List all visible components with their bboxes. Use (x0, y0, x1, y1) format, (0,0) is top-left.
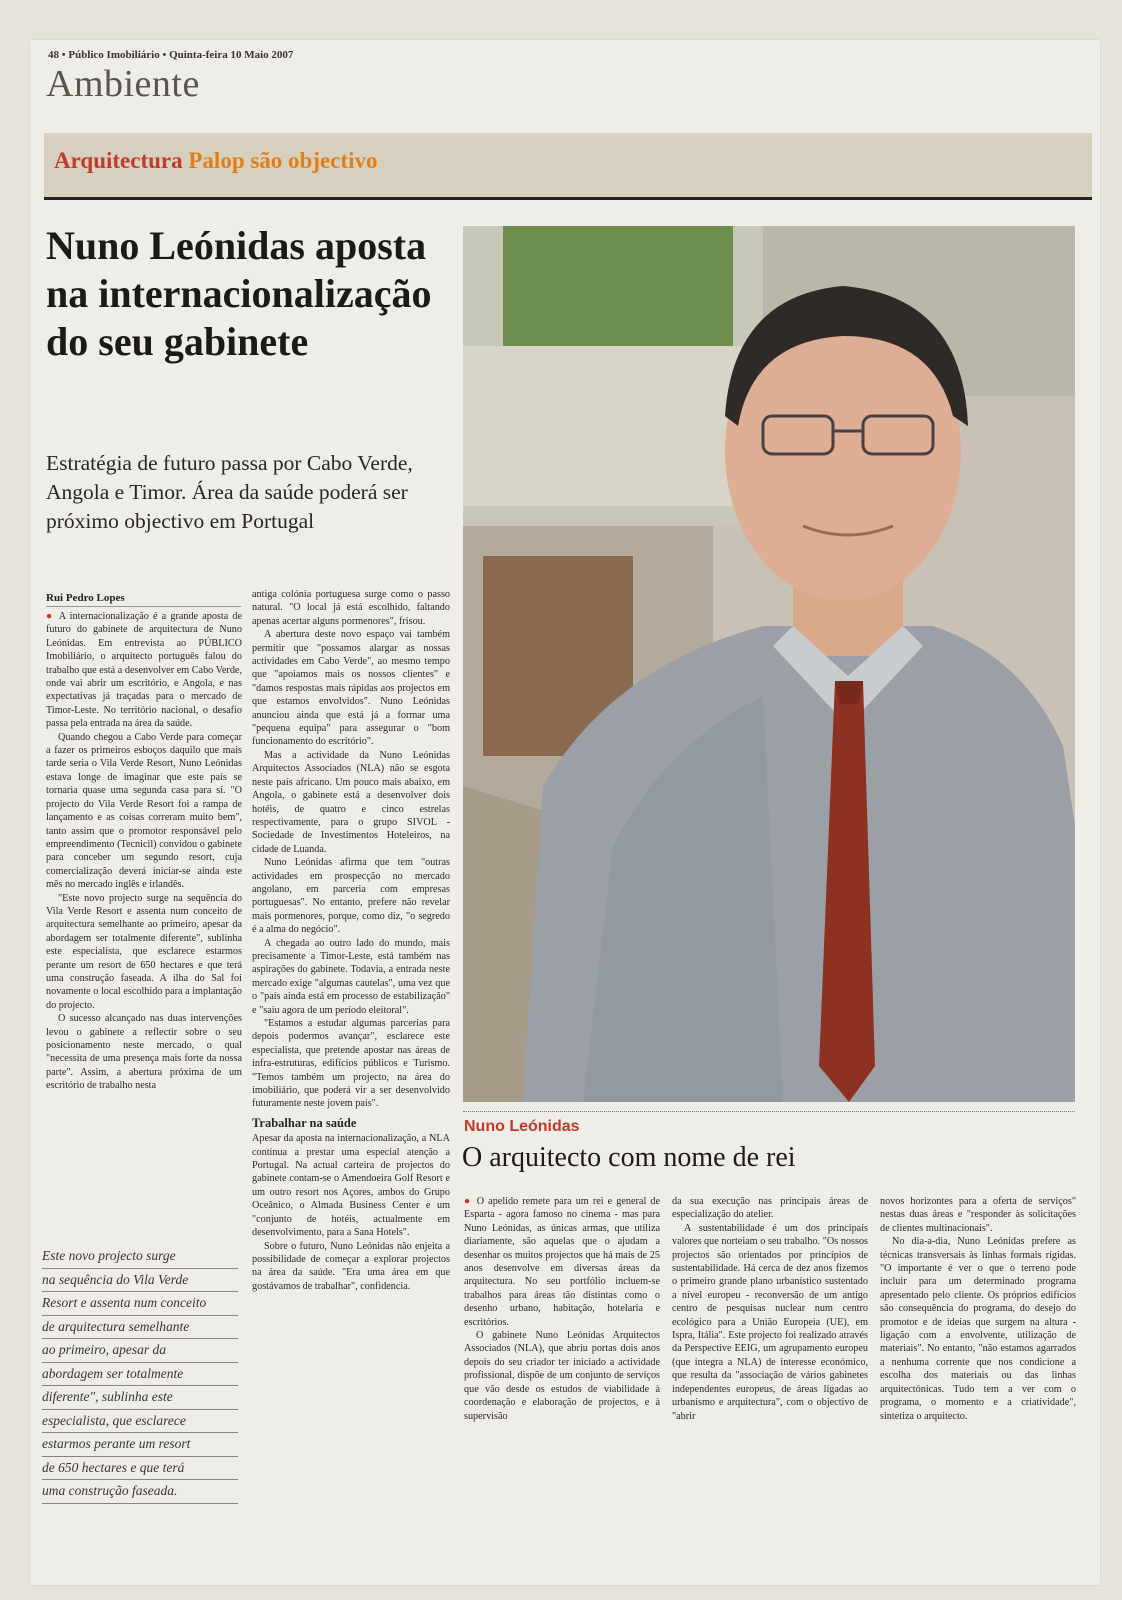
paragraph: da sua execução nas principais áreas de especialização do atelier. (672, 1196, 868, 1221)
kicker (54, 148, 377, 174)
pull-quote-line: ao primeiro, apesar da (42, 1339, 238, 1363)
pull-quote (42, 1245, 238, 1504)
paragraph: Sobre o futuro, Nuno Leónidas não enjeita a possibilidade de começar a explorar projectos na área da saúde. "Era uma área em que gostávamos de trabalhar", confidencia. (252, 1240, 450, 1292)
headline: Nuno Leónidas aposta na internacionalização do seu gabinete (46, 223, 432, 364)
pull-quote-line: estarmos perante um resort (42, 1433, 238, 1457)
box-title: O arquitecto com nome de rei (462, 1142, 796, 1173)
section-title: Ambiente (46, 63, 200, 105)
running-head: 48 • Público Imobiliário • Quinta-feira 10 Maio 2007 (48, 49, 294, 61)
pull-quote-line: Resort e assenta num conceito (42, 1292, 238, 1316)
paragraph: O sucesso alcançado nas duas intervenções levou o gabinete a reflectir sobre o seu posicionamento neste mercado, o qual "necessita de uma presença mais forte da nossa parte". Assim, a abertura próxima de um escritório de trabalho nesta (46, 1013, 242, 1092)
pull-quote-line: de arquitectura semelhante (42, 1316, 238, 1340)
pull-quote-line: abordagem ser totalmente (42, 1363, 238, 1387)
paragraph: "Estamos a estudar algumas parcerias para depois podermos avançar", esclarece este especialista, que pretende apostar nas áreas de infra-estruturas, edifícios públicos e Turismo. "Temos também um projecto, na área do imobiliário, que poderá vir a ser desenvolvido futuramente neste jovem país". (252, 1018, 450, 1110)
pull-quote-line: Este novo projecto surge (42, 1245, 238, 1269)
article-column-1 (46, 610, 242, 1093)
paragraph: Apesar da aposta na internacionalização, a NLA continua a prestar uma especial atenção a Portugal. Na actual carteira de projectos do gabinete contam-se o Amendoeira Golf Resort e um outro resort nos Açores, ambos do Grupo Oceânico, o Almada Business Center e um "conjunto de hotéis, actualmente em desenvolvimento, para a Sana Hotels". (252, 1133, 450, 1239)
kicker-topic: Arquitectura (54, 148, 183, 173)
subheading: Trabalhar na saúde (252, 1115, 357, 1130)
paragraph: "Este novo projecto surge na sequência do Vila Verde Resort e assenta num conceito de arquitectura semelhante ao primeiro, apesar da abordagem ser totalmente diferente", sublinha este especialista, que esclarece estarmos perante um resort de 650 hectares e que terá uma construção faseada. A ilha do Sal foi novamente o local escolhido para a implantação do projecto. (46, 892, 242, 1011)
divider (463, 1111, 1075, 1112)
pull-quote-line: de 650 hectares e que terá (42, 1457, 238, 1481)
kicker-subtopic: Palop são objectivo (188, 148, 378, 173)
box-column-1 (464, 1195, 660, 1423)
standfirst: Estratégia de futuro passa por Cabo Verde, Angola e Timor. Área da saúde poderá ser próximo objectivo em Portugal (46, 451, 413, 533)
paragraph: Quando chegou a Cabo Verde para começar a fazer os primeiros esboços daquilo que mais tarde seria o Vila Verde Resort, Nuno Leónidas estava longe de imaginar que este país se tornaria quase uma segunda casa para si. "O projecto do Vila Verde Resort foi a rampa de lançamento e as coisas correram muito bem", tanto assim que o promotor responsável pelo empreendimento (Tecnicil) convidou o gabinete para conceber um segundo resort, cuja comercialização deverá iniciar-se ainda este mês no mercado inglês e irlandês. (46, 731, 242, 891)
kicker-bar (44, 133, 1092, 200)
paragraph: A chegada ao outro lado do mundo, mais precisamente a Timor-Leste, está também nas aspirações do gabinete. Todavia, a entrada neste mercado exige "algumas cautelas", uma vez que o "país ainda está em processo de estabilização" e "saiu agora de um período eleitoral". (252, 937, 450, 1016)
byline: Rui Pedro Lopes (46, 592, 241, 607)
box-kicker: Nuno Leónidas (464, 1118, 580, 1135)
newspaper-page (30, 40, 1100, 1585)
paragraph: No dia-a-dia, Nuno Leónidas prefere as técnicas transversais às linhas formais rígidas. "O importante é ver o que o terreno pode incluir para um determinado programa apresentado pelo cliente. Os próprios edifícios são consequência do programa, do desejo do promotor e de ideias que surgem na altura - ligação com a envolvente, utilização de materiais". No entanto, "não estamos agarrados a nenhuma corrente que nos condicione a escolha dos materiais ou das linhas arquitectónicas. Tudo tem a ver com o programa, o momento e a criatividade", sintetiza o arquitecto. (880, 1236, 1076, 1422)
portrait-illustration (463, 226, 1075, 1102)
paragraph: O gabinete Nuno Leónidas Arquitectos Associados (NLA), que abriu portas dois anos depois do seu criador ter iniciado a actividade profissional, dispõe de um conjunto de serviços que vão desde os estudos de viabilidade à coordenação e elaboração de projectos, e à supervisão (464, 1330, 660, 1422)
paragraph: ● O apelido remete para um rei e general de Esparta - agora famoso no cinema - mas para Nuno Leónidas, as únicas armas, que utiliza diariamente, são aquelas que o ajudam a desenhar os muitos projectos que há mais de 25 anos desenvolve em diversas áreas da arquitectura. No seu portfólio incluem-se trabalhos para áreas tão distintas como o desenho urbano, habitação, hotelaria e escritórios. (464, 1195, 660, 1329)
paragraph: A sustentabilidade é um dos principais valores que norteiam o seu trabalho. "Os nossos projectos são orientados por princípios de sustentabilidade. Há cerca de dez anos fizemos o primeiro grande plano urbanístico sustentado a nível europeu - reconversão de um antigo centro de pesquisas nuclear num centro ecológico para a União Europeia (UE), em Ispra, Itália". Este projecto foi realizado através da Perspective EEIG, um agrupamento europeu (que integra a NLA) de interesse económico, que resulta da "associação de vários gabinetes independentes europeus, de áreas ligadas ao urbanismo e arquitectura", com o objectivo de "abrir (672, 1222, 868, 1422)
paragraph: ● A internacionalização é a grande aposta de futuro do gabinete de arquitectura de Nuno Leónidas. Em entrevista ao PÚBLICO Imobiliário, o arquitecto português falou do trabalho que está a desenvolver em Cabo Verde, onde vai abrir um escritório, e Angola, e nas expectativas já traçadas para o mercado de Timor-Leste. No território nacional, o desafio passa pela entrada na área da saúde. (46, 610, 242, 731)
article-column-2 (252, 588, 450, 1293)
pull-quote-line: na sequência do Vila Verde (42, 1269, 238, 1293)
box-column-3 (880, 1195, 1076, 1423)
portrait-photo (463, 226, 1075, 1102)
paragraph: A abertura deste novo espaço vai também permitir que "possamos alargar as nossas actividades em Cabo Verde", ao mesmo tempo que "apoiamos mais os nossos clientes" e "damos respostas mais rápidas aos projectos em que estamos envolvidos". Nuno Leónidas anunciou ainda que está já a formar uma "pequena equipa" para assegurar o "bom funcionamento do escritório". (252, 629, 450, 748)
paragraph: Mas a actividade da Nuno Leónidas Arquitectos Associados (NLA) não se esgota neste país africano. Um pouco mais abaixo, em Angola, o gabinete está a desenvolver dois hotéis, de quatro e cinco estrelas respectivamente, para o grupo SIVOL - Sociedade de Investimentos Hoteleiros, na cidade de Luanda. (252, 749, 450, 855)
box-column-2 (672, 1195, 868, 1423)
paragraph: antiga colónia portuguesa surge como o passo natural. "O local já está escolhido, faltando apenas acertar alguns pormenores", frisou. (252, 589, 450, 627)
pull-quote-line: especialista, que esclarece (42, 1410, 238, 1434)
paragraph: novos horizontes para a oferta de serviços" nestas duas áreas e "responder às solicitações de clientes multinacionais". (880, 1196, 1076, 1234)
pull-quote-line: uma construção faseada. (42, 1480, 238, 1504)
paragraph: Nuno Leónidas afirma que tem "outras actividades em prospecção no mercado angolano, em parceria com empresas portuguesas". No entanto, prefere não revelar mais pormenores, porque, como diz, "o segredo é a alma do negócio". (252, 857, 450, 936)
pull-quote-line: diferente", sublinha este (42, 1386, 238, 1410)
